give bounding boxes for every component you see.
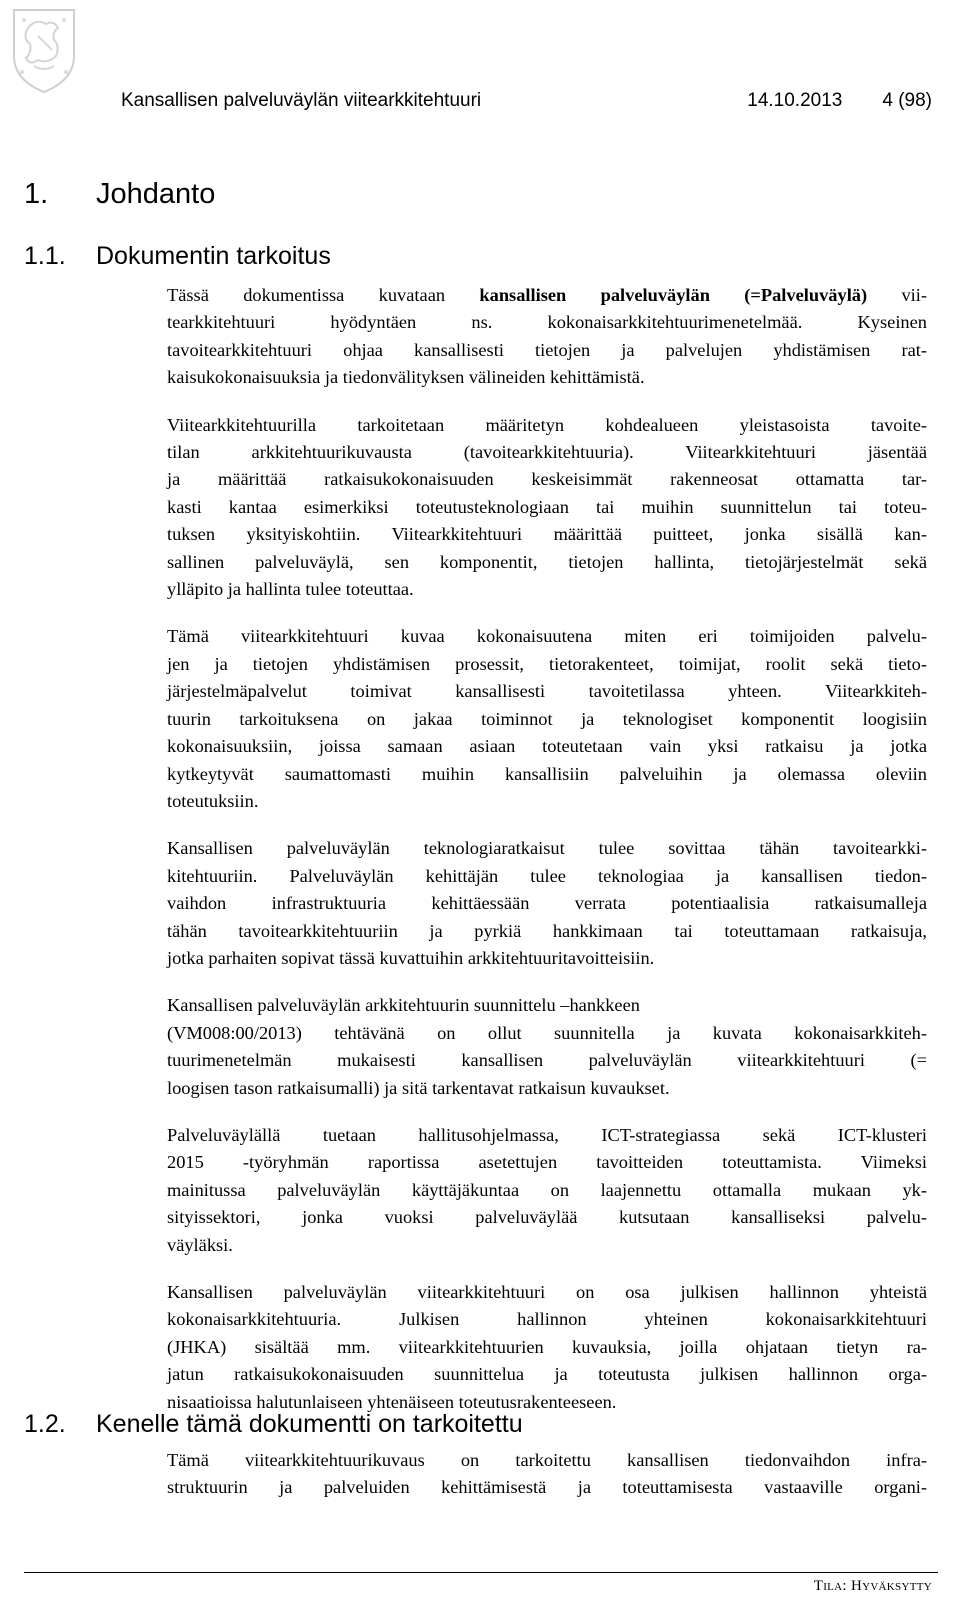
heading-kenelle-tama-dokumentti [24,1410,523,1439]
text-line: jatun ratkaisukokonaisuuden suunnittelua ja toteutusta julkisen hallinnon orga- [167,1364,927,1385]
text-line: järjestelmäpalvelut toimivat kansallisesti tavoitetilassa yhteen. Viitearkkiteh- [167,681,927,702]
heading-text: Dokumentin tarkoitus [96,242,331,270]
text-line: kitehtuuriin. Palveluväylän kehittäjän tulee teknologiaa ja kansallisen tiedon- [167,865,927,886]
text-run: Tässä dokumentissa kuvataan [167,285,480,305]
paragraph [167,992,927,1102]
heading-number: 1. [24,178,49,210]
text-line: Palveluväylällä tuetaan hallitusohjelmassa, ICT-strategiassa sekä ICT-klusteri [167,1124,927,1145]
paragraph [167,835,927,972]
text-line [167,282,927,309]
text-line: tuurin tarkoituksena on jakaa toiminnot ja teknologiset komponentit loogisiin [167,708,927,729]
paragraph [167,1279,927,1416]
page-header [121,90,932,112]
document-status: Tila: Hyväksytty [813,1578,932,1594]
text-line: nisaatioissa halutunlaiseen yhtenäiseen toteutusrakenteeseen. [167,1391,617,1412]
text-line: Kansallisen palveluväylän viitearkkitehtuuri on osa julkisen hallinnon yhteistä [167,1282,927,1302]
section-1-1-body [167,282,927,1436]
heading-johdanto [24,178,215,211]
text-line: loogisen tason ratkaisumalli) ja sitä tarkentavat ratkaisun kuvaukset. [167,1077,670,1098]
text-line: vaihdon infrastruktuuria kehittäessään verrata potentiaalisia ratkaisumalleja [167,893,927,914]
text-line: Kansallisen palveluväylän arkkitehtuurin suunnittelu –hankkeen [167,995,640,1016]
text-line: sityissektori, jonka vuoksi palveluväylää kutsutaan kansalliseksi palvelu- [167,1207,927,1228]
text-line: (VM008:00/2013) tehtävänä on ollut suunnitella ja kuvata kokonaisarkkiteh- [167,1022,927,1043]
text-line: kytkeytyvät saumattomasti muihin kansallisiin palveluihin ja olemassa oleviin [167,763,927,784]
text-line: ja määrittää ratkaisukokonaisuuden keskeisimmät rakenneosat ottamatta tar- [167,469,927,490]
text-line: ylläpito ja hallinta tulee toteuttaa. [167,579,414,600]
text-line: 2015 -työryhmän raportissa asetettujen tavoitteiden toteuttamista. Viimeksi [167,1152,927,1173]
paragraph [167,282,927,392]
text-line: Kansallisen palveluväylän teknologiaratkaisut tulee sovittaa tähän tavoitearkki- [167,838,927,859]
text-line: (JHKA) sisältää mm. viitearkkitehtuurien kuvauksia, joilla ohjataan tietyn ra- [167,1336,927,1357]
paragraph [167,1447,927,1502]
text-line: Tämä viitearkkitehtuurikuvaus on tarkoitettu kansallisen tiedonvaihdon infra- [167,1450,927,1470]
text-line: kokonaisarkkitehtuuria. Julkisen hallinnon yhteinen kokonaisarkkitehtuuri [167,1309,927,1330]
text-line: toteutuksiin. [167,790,259,811]
heading-text: Kenelle tämä dokumentti on tarkoitettu [96,1410,523,1438]
text-line: väyläksi. [167,1234,233,1255]
text-line: tearkkitehtuuri hyödyntäen ns. kokonaisarkkitehtuurimenetelmää. Kyseinen [167,312,927,333]
text-line: jen ja tietojen yhdistämisen prosessit, tietorakenteet, toimijat, roolit sekä tieto- [167,653,927,674]
text-run: vii- [867,285,928,305]
text-line: struktuurin ja palveluiden kehittämisestä ja toteuttamisesta vastaaville organi- [167,1477,927,1498]
page-number: 4 (98) [882,90,932,111]
document-title: Kansallisen palveluväylän viitearkkitehtuuri [121,90,482,111]
text-line: kokonaisuuksiin, joissa samaan asiaan toteutetaan vain yksi ratkaisu ja jotka [167,736,927,757]
heading-text: Johdanto [96,178,216,210]
text-line: Tämä viitearkkitehtuuri kuvaa kokonaisuutena miten eri toimijoiden palvelu- [167,626,927,647]
text-line: sallinen palveluväylä, sen komponentit, tietojen hallinta, tietojärjestelmät sekä [167,551,927,572]
text-line: tähän tavoitearkkitehtuuriin ja pyrkiä hankkimaan tai toteuttamaan ratkaisuja, [167,920,927,941]
text-line: kaisukokonaisuuksia ja tiedonvälityksen välineiden kehittämistä. [167,367,645,388]
text-line: tuksen yksityiskohtiin. Viitearkkitehtuuri määrittää puitteet, jonka sisällä kan- [167,524,927,545]
text-line: Viitearkkitehtuurilla tarkoitetaan määritetyn kohdealueen yleistasoista tavoite- [167,414,927,435]
paragraph [167,1122,927,1259]
bold-text: kansallisen palveluväylän (=Palveluväylä) [479,285,868,305]
section-1-2-body [167,1447,927,1522]
document-date: 14.10.2013 [747,90,843,111]
heading-number: 1.1. [24,242,66,270]
text-line: tilan arkkitehtuurikuvausta (tavoitearkkitehtuuria). Viitearkkitehtuuri jäsentää [167,442,927,463]
heading-number: 1.2. [24,1410,66,1438]
text-line: mainitussa palveluväylän käyttäjäkuntaa on laajennettu ottamalla mukaan yk- [167,1179,927,1200]
text-line: kasti kantaa esimerkiksi toteutusteknologiaan tai muihin suunnittelun tai toteu- [167,496,927,517]
footer-divider [24,1572,938,1573]
heading-dokumentin-tarkoitus [24,242,331,271]
text-line: tuurimenetelmän mukaisesti kansallisen palveluväylän viitearkkitehtuuri (= [167,1050,927,1071]
text-line: jotka parhaiten sopivat tässä kuvattuihin arkkitehtuuritavoitteisiin. [167,947,655,968]
coat-of-arms-logo [8,6,80,94]
paragraph [167,623,927,815]
text-line: tavoitearkkitehtuuri ohjaa kansallisesti tietojen ja palvelujen yhdistämisen rat- [167,339,927,360]
paragraph [167,412,927,604]
